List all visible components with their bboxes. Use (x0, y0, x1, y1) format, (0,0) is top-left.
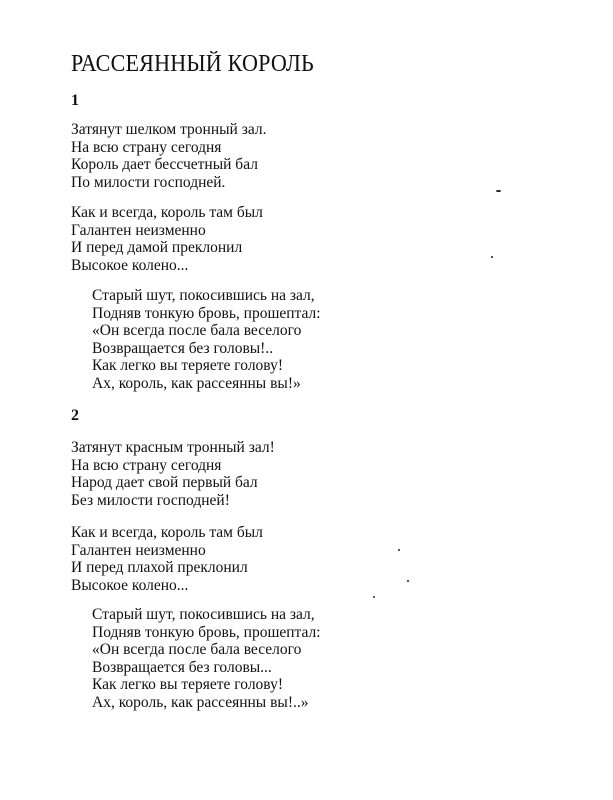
stanza (71, 204, 263, 274)
verse-line: Возвращается без головы!.. (92, 339, 274, 357)
verse-line: Подняв тонкую бровь, прошептал: (92, 304, 321, 322)
part-number: 1 (71, 92, 79, 109)
verse-line: Подняв тонкую бровь, прошептал: (92, 623, 321, 641)
verse-line: Галантен неизменно (71, 221, 206, 239)
refrain-stanza (92, 606, 321, 712)
verse-line: Как и всегда, король там был (71, 204, 263, 221)
verse-line: Ах, король, как рассеянны вы!..» (92, 693, 309, 711)
poem-title: РАССЕЯННЫЙ КОРОЛЬ (71, 51, 314, 77)
verse-line: Галантен неизменно (71, 541, 206, 559)
verse-line: Старый шут, покосившись на зал, (92, 287, 315, 304)
verse-line: Ах, король, как рассеянны вы!» (92, 374, 301, 392)
verse-line: Затянут шелком тронный зал. (71, 121, 267, 138)
verse-line: И перед дамой преклонил (71, 239, 243, 257)
verse-line: «Он всегда после бала веселого (92, 322, 302, 340)
verse-line: Народ дает свой первый бал (71, 474, 258, 492)
verse-line: Как легко вы теряете голову! (92, 676, 284, 694)
verse-line: На всю страну сегодня (71, 138, 222, 156)
verse-line: Затянут красным тронный зал! (71, 439, 275, 456)
verse-line: И перед плахой преклонил (71, 559, 248, 577)
verse-line: Король дает бессчетный бал (71, 156, 258, 174)
refrain-stanza (92, 287, 321, 393)
verse-line: Высокое колено... (71, 576, 189, 594)
scan-speck (373, 596, 375, 598)
verse-line: Старый шут, покосившись на зал, (92, 606, 315, 623)
verse-line: Высокое колено... (71, 256, 189, 274)
verse-line: «Он всегда после бала веселого (92, 641, 302, 659)
scan-speck (398, 549, 400, 551)
stanza (71, 524, 263, 594)
verse-line: По милости господней. (71, 173, 226, 191)
scan-speck (496, 190, 501, 192)
verse-line: Как легко вы теряете голову! (92, 357, 284, 375)
verse-line: На всю страну сегодня (71, 456, 222, 474)
stanza (71, 439, 275, 509)
verse-line: Без милости господней! (71, 491, 230, 509)
scan-speck (407, 580, 409, 582)
scan-speck (491, 256, 493, 258)
stanza (71, 121, 266, 191)
verse-line: Как и всегда, король там был (71, 524, 263, 541)
part-number: 2 (71, 407, 79, 424)
verse-line: Возвращается без головы... (92, 658, 272, 676)
